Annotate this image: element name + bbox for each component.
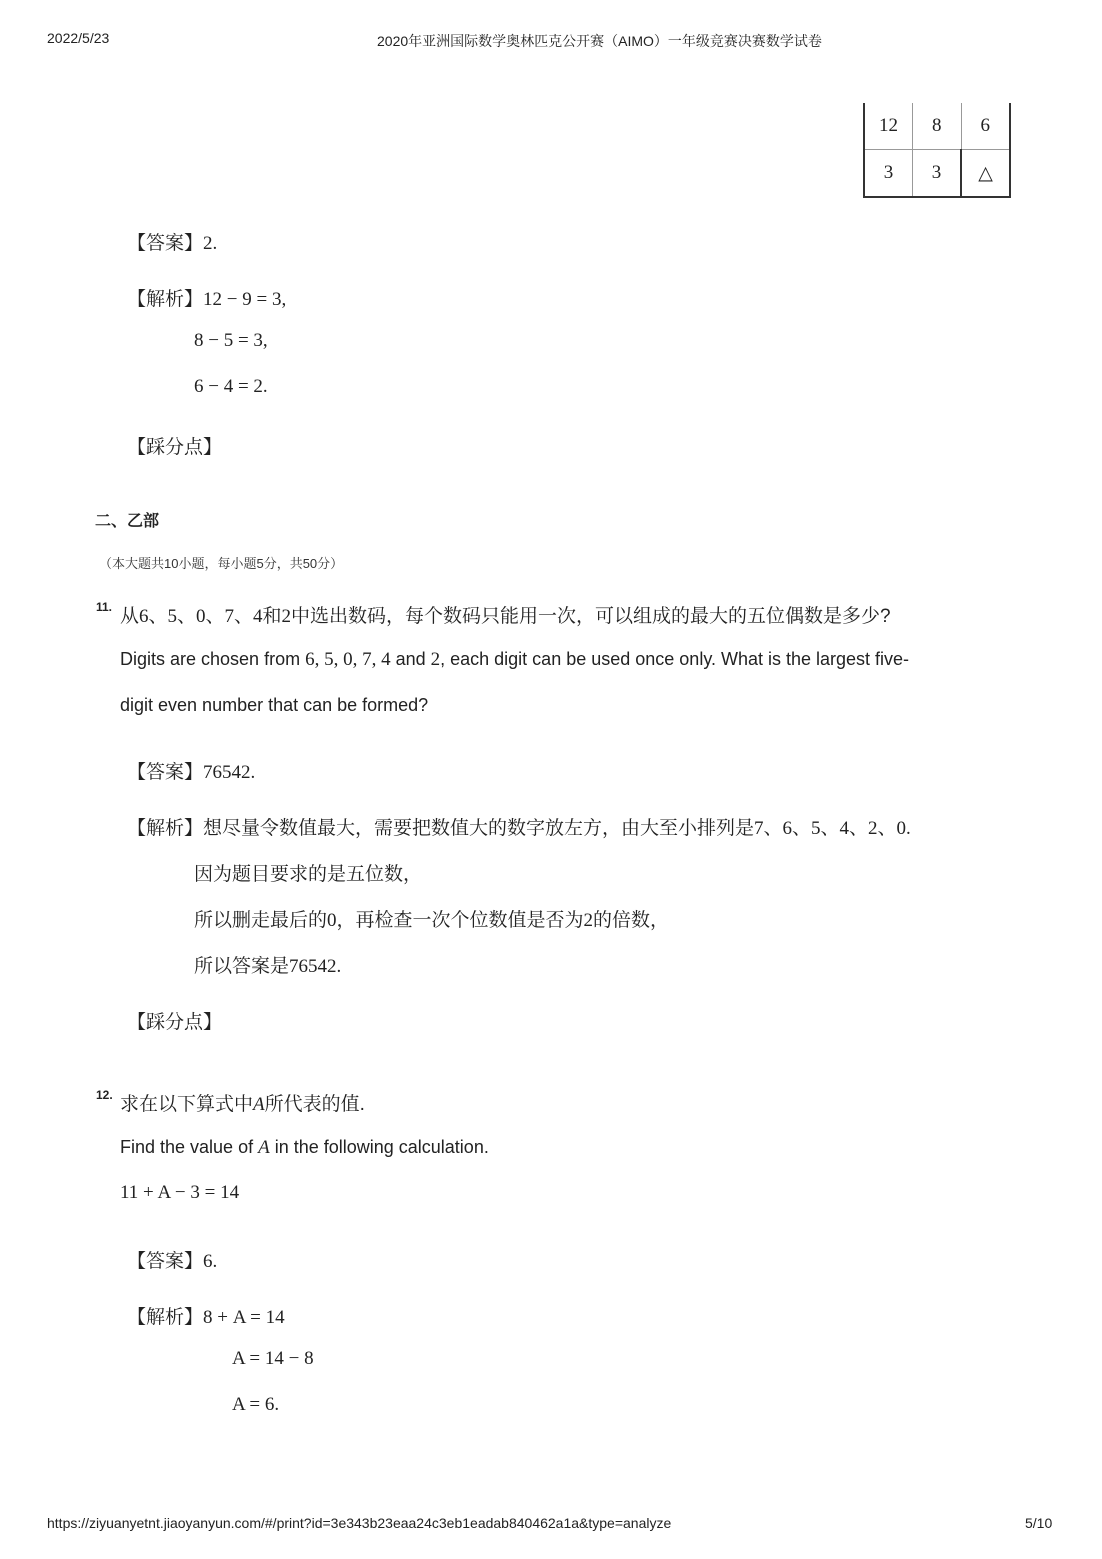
answer-value: 76542. [203,762,256,783]
grid-cell: 3 [913,150,962,198]
text: 所代表的值. [264,1094,365,1115]
text: ，再检查一次个位数值是否为 [336,910,584,931]
analysis-line [194,951,341,978]
math-digits: 6, 5, 0, 7, 4 [305,649,391,670]
q11-english-text-line2: digit even number that can be formed? [120,695,429,715]
analysis-line: 6 − 4 = 2. [194,376,268,397]
text: 所以删走最后的 [194,910,328,931]
analysis-label: 【解析】 [127,289,204,310]
grid-cell: 12 [864,103,913,150]
grid-row [864,103,1010,150]
q12-english-text [120,1137,489,1159]
text: 从 [120,606,140,627]
answer-label: 【答案】 [127,1251,204,1272]
question-number: 11. [96,600,113,614]
document-title: 2020年亚洲国际数学奥林匹克公开赛（AIMO）一年级竞赛决赛数学试卷 [377,33,822,49]
answer-value: 2. [203,233,218,254]
text: Find the value of [120,1137,259,1157]
grid-cell: 6 [961,103,1010,150]
source-url[interactable]: https://ziyuanyetnt.jiaoyanyun.com/#/print?id=3e343b23eaa24c3eb1eadab840462a1a&type=analyze [47,1515,672,1531]
text: 的倍数， [593,910,670,931]
text: 想尽量令数值最大，需要把数值大的数字放左方，由大至小排列是 [203,818,755,839]
math-digits: 7、6、5、4、2、0. [754,818,911,839]
math-digits: 6、5、0、7、4 [139,606,263,627]
print-date: 2022/5/23 [47,30,110,46]
text: , each digit can be used once only. What is the largest five- [440,649,910,669]
math-digit: 2 [430,649,441,670]
section-note: （本大题共10小题，每小题5分，共50分） [99,556,344,571]
section-title: 二、乙部 [95,513,160,530]
math-digit: 0 [327,910,337,931]
text: 求在以下算式中 [120,1094,254,1115]
analysis-line: 8 + A = 14 [203,1307,285,1328]
q12-answer [127,1246,217,1273]
math-variable: A [258,1137,270,1158]
q10-answer [127,228,217,255]
answer-label: 【答案】 [127,233,204,254]
page-number: 5/10 [1025,1515,1053,1531]
q12-analysis [127,1302,285,1329]
analysis-label: 【解析】 [127,1307,204,1328]
analysis-line: 因为题目要求的是五位数， [194,864,423,885]
grid-cell: 8 [913,103,962,150]
math-digits: 76542. [289,956,342,977]
analysis-line: A = 14 − 8 [232,1348,314,1369]
q11-chinese-text [120,601,891,628]
math-digit: 2 [583,910,594,931]
q12-chinese-text [120,1089,365,1116]
q10-points-label: 【踩分点】 [127,437,223,458]
analysis-line: A = 6. [232,1394,280,1415]
analysis-label: 【解析】 [127,818,204,839]
q11-analysis [127,813,911,840]
grid-row [864,150,1010,198]
answer-value: 6. [203,1251,218,1272]
text: 中选出数码，每个数码只能用一次，可以组成的最大的五位偶数是多少? [291,606,891,627]
math-variable: A [253,1094,265,1115]
number-grid [863,103,1011,198]
q11-points-label: 【踩分点】 [127,1012,223,1033]
analysis-line [194,905,669,932]
q11-answer [127,757,255,784]
text: in the following calculation. [269,1137,489,1157]
grid-cell: 3 [864,150,913,198]
grid-cell-triangle: △ [961,150,1010,198]
text: Digits are chosen from [120,649,306,669]
math-digit: 2 [281,606,292,627]
q12-equation: 11 + A − 3 = 14 [120,1182,240,1203]
analysis-line: 8 − 5 = 3, [194,330,268,351]
question-number: 12. [96,1088,113,1102]
text: 和 [262,606,282,627]
text: 所以答案是 [194,956,290,977]
analysis-line: 12 − 9 = 3, [203,289,287,310]
text: and [390,649,431,669]
q11-english-text [120,649,909,671]
q10-analysis [127,284,286,311]
answer-label: 【答案】 [127,762,204,783]
